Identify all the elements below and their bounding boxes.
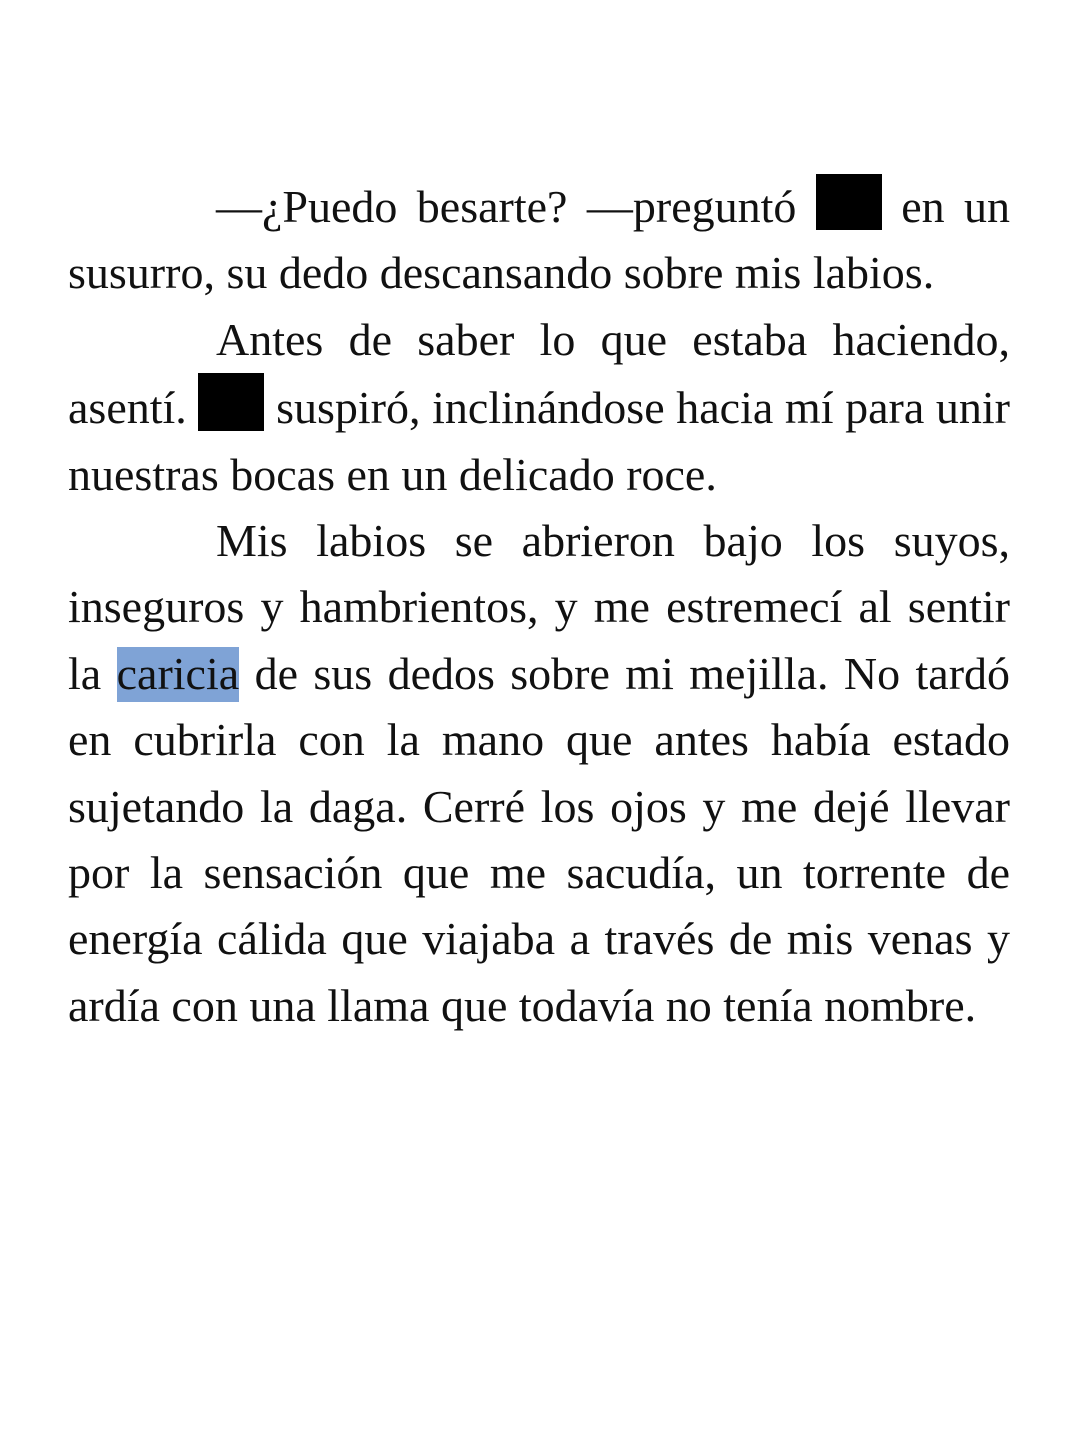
- paragraph-2[interactable]: [68, 307, 1010, 508]
- paragraph-2-text-end[interactable]: suspiró, inclinándose hacia mí para unir nuestras bocas en un delicado roce.: [68, 382, 1010, 500]
- reader-page: [68, 174, 1010, 1039]
- paragraph-1[interactable]: [68, 174, 1010, 307]
- selected-word-highlight[interactable]: caricia: [117, 647, 240, 702]
- redacted-name-block: [198, 373, 264, 431]
- paragraph-3-text-end[interactable]: de sus dedos sobre mi mejilla. No tardó en cubrirla con la mano que antes había estado sujetando la daga. Cerré los ojos y me dejé llevar por la sensación que me sacudía, un torrente de energía cálida que viajaba a través de mis venas y ardía con una llama que todavía no tenía nombre.: [68, 647, 1011, 1031]
- paragraph-1-text-end[interactable]: en un susurro, su dedo descansando sobre mis labios.: [68, 181, 1011, 299]
- paragraph-3-text-start[interactable]: Mis labios se abrieron bajo los suyos, inseguros y hambrientos, y me estremecí al sentir la: [68, 515, 1010, 699]
- paragraph-1-text-start[interactable]: —¿Puedo besarte? —preguntó: [216, 181, 797, 232]
- redacted-name-block: [816, 174, 882, 230]
- paragraph-2-text-start[interactable]: Antes de saber lo que estaba haciendo, asentí.: [68, 313, 1010, 434]
- paragraph-3[interactable]: [68, 508, 1010, 1039]
